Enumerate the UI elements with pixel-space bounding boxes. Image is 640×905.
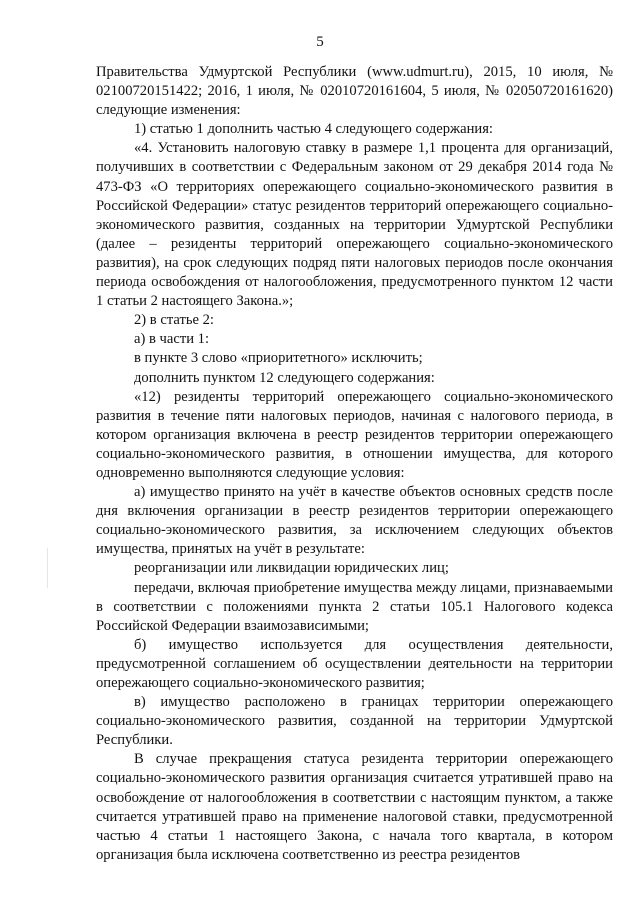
paragraph-condition-v: в) имущество расположено в границах территории опережающего социально-экономического развития, созданной на территории Удмуртской Республики. xyxy=(96,694,613,749)
paragraph-item-2: 2) в статье 2: xyxy=(134,312,214,329)
paragraph-subitem-a: а) в части 1: xyxy=(134,331,210,348)
page-number: 5 xyxy=(316,34,324,50)
paragraph-continuation: Правительства Удмуртской Республики (www.udmurt.ru), 2015, 10 июля, № 02100720151422; 2016, 1 июля, № 02010720161604, 5 июля, № 02050720161620) следующие изменения: xyxy=(96,64,613,119)
paragraph-termination: В случае прекращения статуса резидента территории опережающего социально-экономического развития организация считается утратившей право на освобождение от налогообложения в соответствии с настоящим пунктом, а также считается утратившей право на применение налоговой ставки, предусмотренной частью 4 статьи 1 настоящего Закона, с начала того квартала, в котором организация была исключена соответственно из реестра резидентов xyxy=(96,751,613,863)
paragraph-item-1: 1) статью 1 дополнить частью 4 следующего содержания: xyxy=(134,121,493,138)
paragraph-point-12: «12) резиденты территорий опережающего социально-экономического развития в течение пяти налоговых периодов, начиная с налогового периода, в котором организация включена в реестр резидентов территории опережающего социально-экономического развития, в отношении имущества, для которого одновременно выполняются следующие условия: xyxy=(96,388,613,481)
paragraph-condition-b: б) имущество используется для осуществления деятельности, предусмотренной соглашением об осуществлении деятельности на территории опережающего социально-экономического развития; xyxy=(96,636,613,691)
paragraph-transfer: передачи, включая приобретение имущества между лицами, признаваемыми в соответствии с положениями пункта 2 статьи 105.1 Налогового кодекса Российской Федерации взаимозависимыми; xyxy=(96,579,613,634)
paragraph-reorganization: реорганизации или ликвидации юридических лиц; xyxy=(134,560,449,577)
scan-margin-mark xyxy=(47,548,48,588)
paragraph-part-4: «4. Установить налоговую ставку в размере 1,1 процента для организаций, получивших в соответствии с Федеральным законом от 29 декабря 2014 года № 473-ФЗ «О территориях опережающего социально-экономического развития в Российской Федерации» статус резидентов территорий опережающего социально-экономического развития, созданных на территории Удмуртской Республики (далее – резиденты территорий опережающего социально-экономического развития), на срок следующих подряд пяти налоговых периодов после окончания периода освобождения от налогообложения, предусмотренного пунктом 12 части 1 статьи 2 настоящего Закона.»; xyxy=(96,140,613,310)
document-body xyxy=(96,63,613,865)
paragraph-point-3: в пункте 3 слово «приоритетного» исключить; xyxy=(134,350,423,367)
paragraph-add-point-12: дополнить пунктом 12 следующего содержания: xyxy=(134,369,435,386)
paragraph-condition-a: а) имущество принято на учёт в качестве объектов основных средств после дня включения организации в реестр резидентов территории опережающего социально-экономического развития, за исключением следующих объектов имущества, принятых на учёт в результате: xyxy=(96,484,613,558)
